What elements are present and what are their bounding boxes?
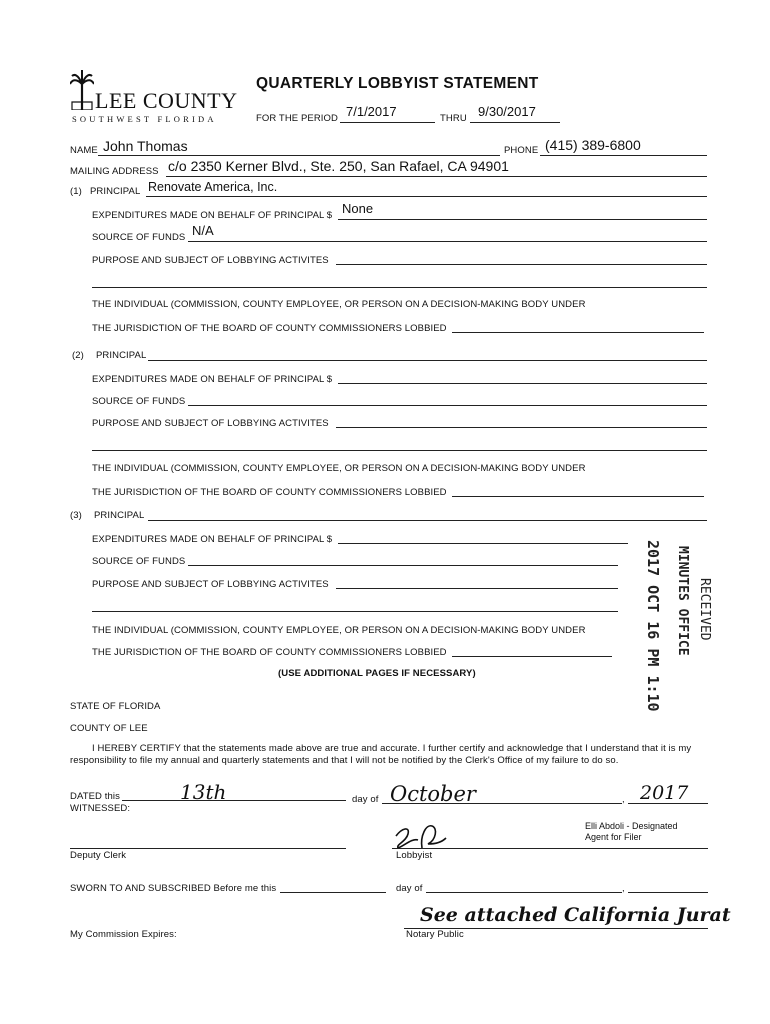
principal-line (148, 520, 707, 521)
expenditures-value: None (342, 201, 374, 216)
jurisdiction-line (452, 656, 612, 657)
sworn-month-line (426, 892, 622, 893)
page-title: QUARTERLY LOBBYIST STATEMENT (256, 75, 539, 92)
notary-handwritten-note: See attached California Jurat (420, 904, 731, 926)
principal-number: (1) (70, 186, 82, 197)
stamp-received-line: RECEIVED (697, 578, 712, 641)
sworn-day-of-label: day of (396, 883, 423, 894)
period-to-line (470, 122, 560, 123)
jurisdiction-line (452, 332, 704, 333)
period-from-value: 7/1/2017 (346, 104, 397, 119)
expenditures-line (338, 383, 707, 384)
purpose-line-2 (92, 611, 618, 612)
jurisdiction-label: THE JURISDICTION OF THE BOARD OF COUNTY COMMISSIONERS LOBBIED (92, 323, 447, 334)
phone-value: (415) 389-6800 (545, 137, 641, 153)
sworn-label: SWORN TO AND SUBSCRIBED Before me this (70, 883, 277, 894)
jurisdiction-label: THE JURISDICTION OF THE BOARD OF COUNTY COMMISSIONERS LOBBIED (92, 487, 447, 498)
commission-expires-label: My Commission Expires: (70, 929, 177, 940)
palm-tree-logo-icon (70, 70, 94, 110)
name-label: NAME (70, 145, 98, 156)
deputy-clerk-label: Deputy Clerk (70, 850, 127, 861)
dated-day-line (122, 800, 346, 801)
logo-subtitle: SOUTHWEST FLORIDA (72, 114, 217, 124)
principal-line (146, 196, 707, 197)
expenditures-line (338, 219, 707, 220)
lobbyist-label: Lobbyist (396, 850, 433, 861)
phone-line (540, 155, 707, 156)
principal-label: PRINCIPAL (96, 350, 147, 361)
expenditures-label: EXPENDITURES MADE ON BEHALF OF PRINCIPAL $ (92, 534, 333, 545)
source-label: SOURCE OF FUNDS (92, 556, 186, 567)
jurisdiction-label: THE JURISDICTION OF THE BOARD OF COUNTY COMMISSIONERS LOBBIED (92, 647, 447, 658)
source-value: N/A (192, 223, 214, 238)
purpose-line-2 (92, 287, 707, 288)
source-line (188, 405, 707, 406)
jurisdiction-line (452, 496, 704, 497)
lobbyist-name-value: John Thomas (103, 138, 188, 154)
dated-day-handwritten: 13th (180, 780, 227, 804)
principal-number: (2) (72, 350, 84, 361)
year-handwritten: 2017 (640, 782, 689, 804)
source-label: SOURCE OF FUNDS (92, 232, 186, 243)
purpose-label: PURPOSE AND SUBJECT OF LOBBYING ACTIVITES (92, 418, 329, 429)
principal-label: PRINCIPAL (94, 510, 145, 521)
source-line (188, 565, 618, 566)
purpose-line-2 (92, 450, 707, 451)
period-to-value: 9/30/2017 (478, 104, 536, 119)
dated-label: DATED this (70, 791, 120, 802)
logo-name: LEE COUNTY (95, 88, 238, 113)
deputy-clerk-line (70, 848, 346, 849)
stamp-office-line: MINUTES OFFICE (675, 546, 690, 656)
lobbyist-signature (392, 818, 452, 852)
comma: , (622, 794, 625, 805)
source-label: SOURCE OF FUNDS (92, 396, 186, 407)
period-from-line (340, 122, 435, 123)
state-label: STATE OF FLORIDA (70, 701, 161, 712)
period-label: FOR THE PERIOD (256, 113, 338, 124)
individual-label: THE INDIVIDUAL (COMMISSION, COUNTY EMPLOYEE, OR PERSON ON A DECISION-MAKING BODY UNDER (92, 299, 586, 310)
month-handwritten: October (390, 782, 476, 806)
individual-label: THE INDIVIDUAL (COMMISSION, COUNTY EMPLOYEE, OR PERSON ON A DECISION-MAKING BODY UNDER (92, 463, 586, 474)
expenditures-label: EXPENDITURES MADE ON BEHALF OF PRINCIPAL $ (92, 374, 333, 385)
sworn-year-line (628, 892, 708, 893)
address-line (166, 176, 707, 177)
additional-pages-note: (USE ADDITIONAL PAGES IF NECESSARY) (278, 668, 476, 679)
expenditures-label: EXPENDITURES MADE ON BEHALF OF PRINCIPAL $ (92, 210, 333, 221)
agent-title: Agent for Filer (585, 832, 642, 842)
expenditures-line (338, 543, 628, 544)
principal-label: PRINCIPAL (90, 186, 141, 197)
agent-name: Elli Abdoli - Designated (585, 821, 678, 831)
thru-label: THRU (440, 113, 467, 124)
lobbyist-line (392, 848, 708, 849)
principal-number: (3) (70, 510, 82, 521)
source-line (188, 241, 707, 242)
principal-name-value: Renovate America, Inc. (148, 180, 278, 194)
notary-public-label: Notary Public (406, 929, 464, 940)
mailing-address-value: c/o 2350 Kerner Blvd., Ste. 250, San Rafael, CA 94901 (168, 158, 509, 174)
purpose-label: PURPOSE AND SUBJECT OF LOBBYING ACTIVITES (92, 255, 329, 266)
certification-statement: I HEREBY CERTIFY that the statements made above are true and accurate. I further certify and acknowledge that I understand that it is my responsibility to file my annual and quarterly statements and that I will not be notified by the Clerk's Office of my failure to do so. (70, 743, 692, 766)
mailing-address-label: MAILING ADDRESS (70, 166, 159, 177)
purpose-line (336, 427, 707, 428)
sworn-day-line (280, 892, 386, 893)
purpose-line (336, 264, 707, 265)
stamp-date-line: 2017 OCT 16 PM 1:10 (644, 540, 662, 712)
principal-line (148, 360, 707, 361)
county-label: COUNTY OF LEE (70, 723, 148, 734)
day-of-label: day of (352, 794, 379, 805)
name-line (98, 155, 500, 156)
sworn-comma: , (622, 883, 625, 894)
phone-label: PHONE (504, 145, 539, 156)
witnessed-label: WITNESSED: (70, 803, 131, 814)
purpose-label: PURPOSE AND SUBJECT OF LOBBYING ACTIVITES (92, 579, 329, 590)
individual-label: THE INDIVIDUAL (COMMISSION, COUNTY EMPLOYEE, OR PERSON ON A DECISION-MAKING BODY UNDER (92, 625, 586, 636)
purpose-line (336, 588, 618, 589)
